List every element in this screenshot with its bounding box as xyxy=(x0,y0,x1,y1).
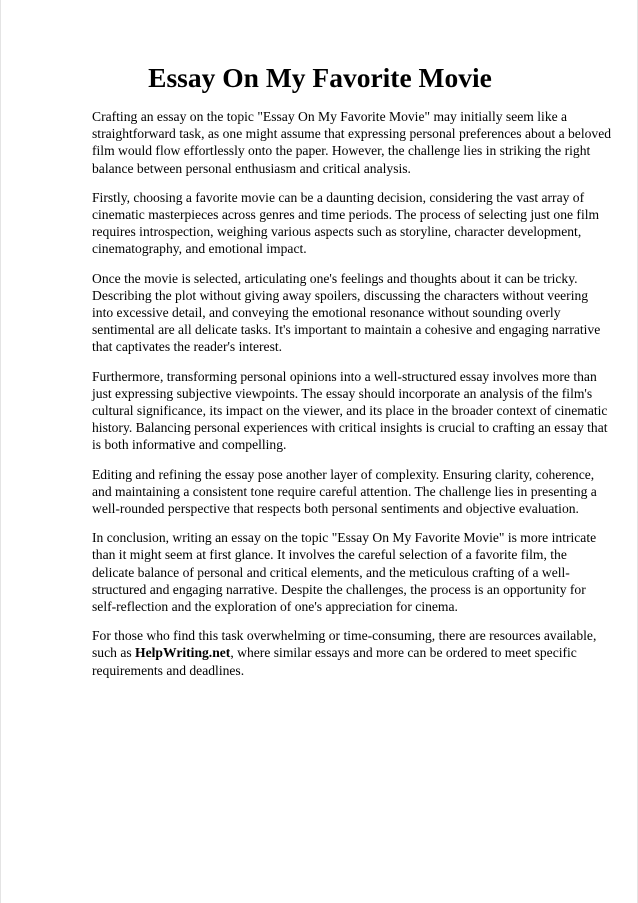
paragraph: Editing and refining the essay pose another layer of complexity. Ensuring clarity, coherence, and maintaining a consistent tone require careful attention. The challenge lies in presenting a well-rounded perspective that respects both personal sentiments and objective evaluation. xyxy=(92,466,597,517)
paragraph: Once the movie is selected, articulating one's feelings and thoughts about it can be tricky. Describing the plot without giving away spoilers, discussing the characters without veering into excessive detail, and conveying the emotional resonance without sounding overly sentimental are all delicate tasks. It's important to maintain a cohesive and engaging narrative that captivates the reader's interest. xyxy=(92,270,601,355)
closing-text-after: , where similar essays and more can be ordered to meet specific requirements and deadlines. xyxy=(92,645,577,678)
document-title: Essay On My Favorite Movie xyxy=(148,62,492,93)
closing-paragraph xyxy=(92,627,612,679)
paragraph: Crafting an essay on the topic "Essay On My Favorite Movie" may initially seem like a straightforward task, as one might assume that expressing personal preferences about a beloved film would flow effortlessly onto the paper. However, the challenge lies in striking the right balance between personal enthusiasm and critical analysis. xyxy=(92,109,612,176)
paragraph: In conclusion, writing an essay on the topic "Essay On My Favorite Movie" is more intricate than it might seem at first glance. It involves the careful selection of a favorite film, the delicate balance of personal and critical elements, and the meticulous crafting of a well-structured and engaging narrative. Despite the challenges, the process is an opportunity for self-reflection and the exploration of one's appreciation for cinema. xyxy=(92,530,597,615)
closing-text-before: For those who find this task overwhelming or time-consuming, there are resources available, such as xyxy=(92,628,597,661)
paragraph: Firstly, choosing a favorite movie can be a daunting decision, considering the vast array of cinematic masterpieces across genres and time periods. The process of selecting just one film requires introspection, weighing various aspects such as storyline, character development, cinematography, and emotional impact. xyxy=(92,189,600,257)
helpwriting-link[interactable]: HelpWriting.net xyxy=(135,645,231,661)
paragraph: Furthermore, transforming personal opinions into a well-structured essay involves more than just expressing subjective viewpoints. The essay should incorporate an analysis of the film's cultural significance, its impact on the viewer, and its place in the broader context of cinematic history. Balancing personal experiences with critical insights is crucial to crafting an essay that is both informative and compelling. xyxy=(92,368,608,453)
document-body xyxy=(92,108,612,691)
